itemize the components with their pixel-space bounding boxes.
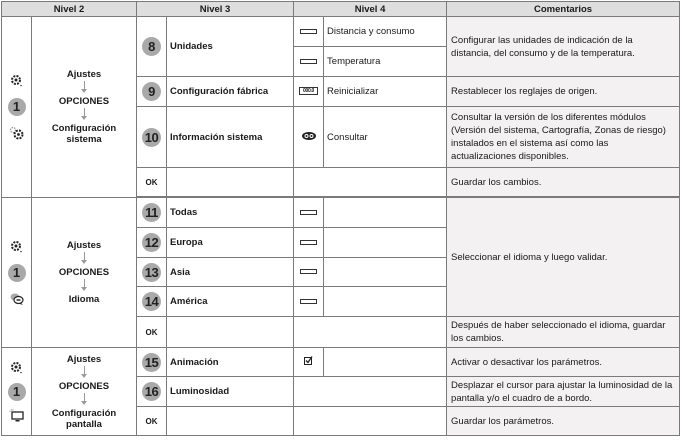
menu-item-animacion[interactable]: Animación [167, 348, 294, 377]
step-16-badge: 16 [142, 382, 161, 401]
step-14-badge: 14 [142, 292, 161, 311]
path-idioma: Idioma [68, 294, 100, 305]
arrow-down-icon [84, 252, 85, 261]
submenu-temperatura[interactable]: Temperatura [324, 47, 447, 77]
bar-icon [300, 29, 317, 34]
arrow-down-icon [84, 108, 85, 117]
step-11-badge: 11 [142, 203, 161, 222]
arrow-down-icon [84, 393, 85, 402]
header-nivel-4: Nivel 4 [294, 2, 447, 17]
display-screen-icon [9, 409, 25, 423]
step-15-badge: 15 [142, 353, 161, 372]
table-row [2, 17, 680, 47]
path-ajustes: Ajustes [66, 240, 102, 251]
comment: Restablecer los reglajes de origen. [447, 77, 680, 107]
comment: Guardar los cambios. [447, 168, 680, 197]
header-nivel-2: Nivel 2 [2, 2, 137, 17]
ok-button[interactable]: OK [137, 407, 167, 436]
comment: Desplazar el cursor para ajustar la luminosidad de la pantalla y/o el cuadro de a bordo. [447, 377, 680, 407]
submenu-distancia-consumo[interactable]: Distancia y consumo [324, 17, 447, 47]
step-1-badge: 1 [8, 264, 26, 282]
comment: Guardar los parámetros. [447, 407, 680, 436]
arrow-down-icon [84, 366, 85, 375]
comment: Configurar las unidades de indicación de la distancia, del consumo y de la temperatura. [447, 17, 680, 77]
menu-item-america[interactable]: América [167, 287, 294, 317]
language-speech-icon [9, 292, 25, 306]
bar-icon [300, 299, 317, 304]
bar-icon [300, 210, 317, 215]
step-1-badge: 1 [8, 383, 26, 401]
ok-button[interactable]: OK [137, 168, 167, 197]
section-3-path [32, 348, 137, 436]
menu-item-configuracion-fabrica[interactable]: Configuración fábrica [167, 77, 294, 107]
path-configuracion: Configuración [51, 123, 117, 134]
path-opciones: OPCIONES [58, 267, 110, 278]
menu-item-europa[interactable]: Europa [167, 228, 294, 258]
settings-menu-table [1, 1, 680, 436]
step-9-badge: 9 [142, 82, 161, 101]
comment: Consultar la versión de los diferentes módulos (Versión del sistema, Cartografía, Zonas de riesgo) instalados en el sistema así como las actualizaciones disponibles. [447, 107, 680, 168]
submenu-reinicializar[interactable]: Reinicializar [324, 77, 447, 107]
menu-item-luminosidad[interactable]: Luminosidad [167, 377, 294, 407]
comment: Después de haber seleccionado el idioma, guardar los cambios. [447, 317, 680, 348]
bar-icon [300, 240, 317, 245]
gear-settings-icon [10, 240, 24, 254]
step-13-badge: 13 [142, 263, 161, 282]
comment: Activar o desactivar los parámetros. [447, 348, 680, 377]
menu-item-todas[interactable]: Todas [167, 198, 294, 228]
path-configuracion: Configuración [51, 407, 117, 419]
path-pantalla: pantalla [66, 418, 102, 430]
section-2-path [32, 198, 137, 348]
header-comentarios: Comentarios [447, 2, 680, 17]
path-opciones: OPCIONES [58, 380, 110, 392]
menu-item-informacion-sistema[interactable]: Información sistema [167, 107, 294, 168]
step-12-badge: 12 [142, 233, 161, 252]
reset-icon: 000.0 [299, 87, 318, 95]
header-nivel-3: Nivel 3 [137, 2, 294, 17]
table-row [2, 348, 680, 377]
gear-settings-icon [10, 361, 24, 375]
arrow-down-icon [84, 81, 85, 90]
step-8-badge: 8 [142, 37, 161, 56]
comment: Seleccionar el idioma y luego validar. [447, 198, 680, 317]
eye-icon [301, 131, 317, 141]
checkbox-icon[interactable] [304, 356, 313, 365]
section-1-icons [2, 17, 32, 198]
section-1-path [32, 17, 137, 198]
path-ajustes: Ajustes [66, 69, 102, 80]
table-row [2, 198, 680, 228]
arrow-down-icon [84, 279, 85, 288]
bar-icon [300, 269, 317, 274]
path-opciones: OPCIONES [58, 96, 110, 107]
section-3-icons [2, 348, 32, 436]
header-row [2, 2, 680, 17]
gear-settings-icon [10, 74, 24, 88]
ok-button[interactable]: OK [137, 317, 167, 348]
path-ajustes: Ajustes [66, 353, 102, 365]
submenu-consultar[interactable]: Consultar [324, 107, 447, 168]
step-10-badge: 10 [142, 128, 161, 147]
section-2-icons [2, 198, 32, 348]
path-sistema: sistema [66, 134, 102, 145]
menu-item-unidades[interactable]: Unidades [167, 17, 294, 77]
bar-icon [300, 59, 317, 64]
gears-system-icon [9, 126, 25, 140]
step-1-badge: 1 [8, 98, 26, 116]
menu-item-asia[interactable]: Asia [167, 258, 294, 287]
